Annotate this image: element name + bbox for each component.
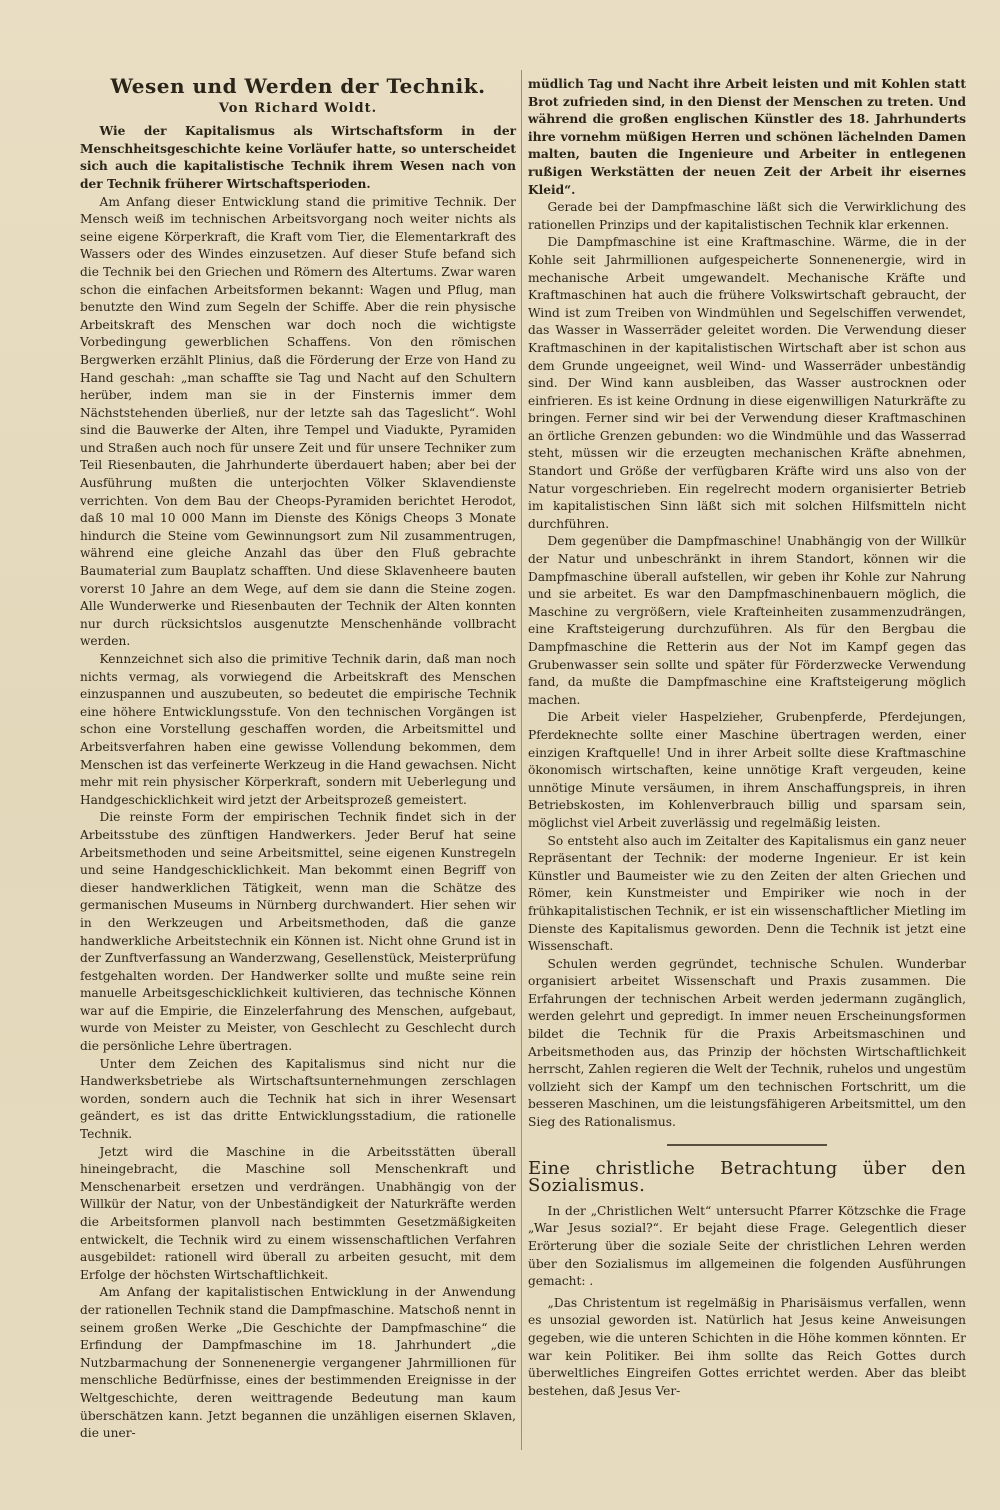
right-column <box>528 76 966 1400</box>
article-title: Wesen und Werden der Technik. <box>110 74 486 98</box>
article-paragraph: Gerade bei der Dampfmaschine läßt sich die Verwirklichung des rationellen Prinzips und der kapitalistischen Technik klar erkennen. <box>528 200 966 232</box>
article-paragraph: Die Arbeit vieler Haspelzieher, Grubenpferde, Pferdejungen, Pferdeknechte sollte einer Maschine übertragen werden, einer einzigen Kraftquelle! Und in ihrer Arbeit sollte diese Kraftmaschine ökonomisch wirtschaften, keine unnötige Kraft vergeuden, keine unnötige Minute versäumen, in ihrem Anschaffungspreis, in ihren Betriebskosten, im Kohlenverbrauch billig und sparsam sein, möglichst viel Arbeit zuverlässig und regelmäßig leisten. <box>528 710 966 830</box>
article-paragraph: Am Anfang der kapitalistischen Entwicklung in der Anwendung der rationellen Technik stand die Dampfmaschine. Matschoß nennt in seinem großen Werke „Die Geschichte der Dampfmaschine“ die Erfindung der Dampfmaschine im 18. Jahrhundert „die Nutzbarmachung der Sonnenenergie vergangener Jahrmillionen für menschliche Bedürfnisse, eines der bestimmenden Ereignisse in der Weltgeschichte, deren weittragende Bedeutung man kaum überschätzen kann. Jetzt begannen die unzähligen eisernen Sklaven, die uner- <box>80 1285 516 1441</box>
article-paragraph: „Das Christentum ist regelmäßig in Pharisäismus verfallen, wenn es unsozial geworden ist. Natürlich hat Jesus keine Anweisungen gegeben, wie die unteren Schichten in die Höhe kommen könnten. Er war kein Politiker. Bei ihm sollte das Reich Gottes durch überweltliches Eingreifen Gottes errichtet werden. Aber das bleibt bestehen, daß Jesus Ver- <box>528 1295 966 1398</box>
article-paragraph: Unter dem Zeichen des Kapitalismus sind nicht nur die Handwerksbetriebe als Wirtschaftsunternehmungen zerschlagen worden, sondern auch die Technik hat sich in ihrer Wesensart geändert, es ist das dritte Entwicklungsstadium, die rationelle Technik. <box>80 1056 516 1142</box>
section-divider <box>667 1144 827 1146</box>
second-article-title: Eine christliche Betrachtung über den Sozialismus. <box>528 1157 966 1197</box>
article-paragraph: Schulen werden gegründet, technische Schulen. Wunderbar organisiert arbeitet Wissenschaft und Praxis zusammen. Die Erfahrungen der technischen Arbeit werden jedermann zugänglich, werden gelehrt und gepredigt. In immer neuen Erscheinungsformen bildet die Technik für die Praxis Arbeitsmaschinen und Arbeitsmethoden aus, das Prinzip der höchsten Wirtschaftlichkeit herrscht, Zahlen regieren die Welt der Technik, ruhelos und ungestüm vollzieht sich der Kampf um den technischen Fortschritt, um die besseren Maschinen, um die leistungsfähigeren Arbeitsmittel, um den Sieg des Rationalismus. <box>528 956 966 1130</box>
left-column <box>80 72 516 1443</box>
article-paragraph: So entsteht also auch im Zeitalter des Kapitalismus ein ganz neuer Repräsentant der Technik: der moderne Ingenieur. Er ist kein Künstler und Baumeister wie zu den Zeiten der alten Griechen und Römer, kein Kunstmeister und Empiriker wie noch in der frühkapitalistischen Technik, er ist ein wissenschaftlicher Mietling im Dienste des Kapitalismus geworden. Denn die Technik ist jetzt eine Wissenschaft. <box>528 833 966 954</box>
article-paragraph: Dem gegenüber die Dampfmaschine! Unabhängig von der Willkür der Natur und unbeschränkt in ihrem Standort, können wir die Dampfmaschine überall aufstellen, wir geben ihr Kohle zur Nahrung und sie arbeitet. Es war den Dampfmaschinenbauern möglich, die Maschine zu vergrößern, viele Krafteinheiten zusammenzudrängen, eine Kraftsteigerung durchzuführen. Als für den Bergbau die Dampfmaschine die Retterin aus der Not im Kampf gegen das Grubenwasser sein sollte und später für Förderzwecke Verwendung fand, da mußte die Dampfmaschine eine Kraftsteigerung möglich machen. <box>528 534 966 707</box>
article-paragraph: Kennzeichnet sich also die primitive Technik darin, daß man noch nichts vermag, als vorwiegend die Arbeitskraft des Menschen einzuspannen und auszubeuten, so bedeutet die empirische Technik eine höhere Entwicklungsstufe. Von den technischen Vorgängen ist schon eine Vorstellung geschaffen worden, die Arbeitsmittel und Arbeitsverfahren haben eine gewisse Vollendung bekommen, dem Menschen ist das verfeinerte Werkzeug in die Hand gewachsen. Nicht mehr mit rein physischer Körperkraft, sondern mit Ueberlegung und Handgeschicklichkeit wird jetzt der Arbeitsprozeß gemeistert. <box>80 652 516 807</box>
column-divider <box>521 70 522 1450</box>
article-byline: Von Richard Woldt. <box>218 100 378 116</box>
article-paragraph: Die reinste Form der empirischen Technik findet sich in der Arbeitsstube des zünftigen Handwerkers. Jeder Beruf hat seine Arbeitsmethoden und seine Arbeitsmittel, seine eigenen Kunstregeln und seine Handgeschicklichkeit. Man bekommt einen Begriff von dieser handwerklichen Tätigkeit, wenn man die Schätze des germanischen Museums in Nürnberg durchwandert. Hier sehen wir in den Werkzeugen und Arbeitsmethoden, daß die ganze handwerkliche Arbeitstechnik ein Können ist. Nicht ohne Grund ist in der Zunftverfassung an Wanderzwang, Gesellenstück, Meisterprüfung festgehalten worden. Der Handwerker sollte und mußte seine rein manuelle Arbeitsgeschicklichkeit kultivieren, das technische Können war auf die Empirie, die Einzelerfahrung des Menschen, aufgebaut, wurde von Meister zu Meister, von Geschlecht zu Geschlecht durch die persönliche Lehre übertragen. <box>80 810 516 1054</box>
article-paragraph: Am Anfang dieser Entwicklung stand die primitive Technik. Der Mensch weiß im technischen Arbeitsvorgang noch weiter nichts als seine eigene Körperkraft, die Kraft vom Tier, die Elementarkraft des Wassers oder des Windes einzusetzen. Auf dieser Stufe befand sich die Technik bei den Griechen und Römern des Altertums. Zwar waren schon die einfachen Arbeitsformen bekannt: Wagen und Pflug, man benutzte den Wind zum Segeln der Schiffe. Aber die rein physische Arbeitskraft des Menschen war doch noch die wichtigste Vorbedingung gewerblichen Schaffens. Von den römischen Bergwerken erzählt Plinius, daß die Förderung der Erze von Hand zu Hand geschah: „man schaffte sie Tag und Nacht auf den Schultern herüber, indem man sie in der Finsternis immer dem Nächststehenden überließ, nur der letzte sah das Tageslicht“. Wohl sind die Bauwerke der Alten, ihre Tempel und Viadukte, Pyramiden und Straßen auch noch für unsere Zeit und für unsere Techniker zum Teil Riesenbauten, die Jahrhunderte überdauert haben; aber bei der Ausführung mußten die unterjochten Völker Sklavendienste verrichten. Von dem Bau der Cheops-Pyramiden berichtet Herodot, daß 10 mal 10 000 Mann im Dienste des Königs Cheops 3 Monate hindurch die Steine vom Gewinnungsort zum Nil zusammentrugen, während eine gleiche Anzahl das über den Fluß gebrachte Baumaterial zum Bauplatz schafften. Und diese Sklavenheere bauten vorerst 10 Jahre an dem Wege, auf dem sie dann die Steine zogen. Alle Wunderwerke und Riesenbauten der Technik der Alten konnten nur durch rücksichtslos ausgenutzte Menschenhände vollbracht werden. <box>80 194 516 649</box>
article-paragraph-continued: müdlich Tag und Nacht ihre Arbeit leisten und mit Kohlen statt Brot zufrieden sind, in den Dienst der Menschen zu treten. Und während die großen englischen Künstler des 18. Jahrhunderts ihre vornehm müßigen Herren und schönen lächelnden Damen malten, bauten die Ingenieure und Arbeiter in entlegenen rußigen Werkstätten der neuen Zeit der Arbeit ihr eisernes Kleid“. <box>528 77 966 197</box>
article-paragraph: Jetzt wird die Maschine in die Arbeitsstätten überall hineingebracht, die Maschine soll Menschenkraft und Menschenarbeit ersetzen und verdrängen. Unabhängig von der Willkür der Natur, von der Unbeständigkeit der Naturkräfte werden die Arbeitsformen planvoll nach bestimmten Gesetzmäßigkeiten entwickelt, die Technik wird zu einem wissenschaftlichen Verfahren ausgebildet: rationell wird überall zu arbeiten gesucht, mit dem Erfolge der höchsten Wirtschaftlichkeit. <box>80 1144 516 1282</box>
article-paragraph: In der „Christlichen Welt“ untersucht Pfarrer Kötzschke die Frage „War Jesus sozial?“. Er bejaht diese Frage. Gelegentlich dieser Erörterung über die soziale Seite der christlichen Lehren werden über den Sozialismus im allgemeinen die folgenden Ausführungen gemacht: . <box>528 1203 966 1289</box>
article-paragraph: Die Dampfmaschine ist eine Kraftmaschine. Wärme, die in der Kohle seit Jahrmillionen aufgespeicherte Sonnenenergie, wird in mechanische Arbeit umgewandelt. Mechanische Kräfte und Kraftmaschinen hat auch die frühere Volkswirtschaft gebraucht, der Wind ist zum Treiben von Windmühlen und Segelschiffen verwendet, das Wasser in Wasserräder geleitet worden. Die Verwendung dieser Kraftmaschinen in der kapitalistischen Wirtschaft aber ist schon aus dem Grunde ungeeignet, weil Wind- und Wasserräder unbeständig sind. Der Wind kann ausbleiben, das Wasser austrocknen oder einfrieren. Es ist keine Ordnung in diese eigenwilligen Naturkräfte zu bringen. Ferner sind wir bei der Verwendung dieser Kraftmaschinen an örtliche Grenzen gebunden: wo die Windmühle und das Wasserrad steht, müssen wir die erzeugten mechanischen Kräfte abnehmen, Standort und Größe der verfügbaren Kräfte wird uns also von der Natur vorgeschrieben. Ein regelrecht modern organisierter Betrieb im kapitalistischen Sinn läßt sich mit solchen Hilfsmitteln nicht durchführen. <box>528 235 966 531</box>
article-paragraph: Wie der Kapitalismus als Wirtschaftsform in der Menschheitsgeschichte keine Vorläufer hatte, so unterscheidet sich auch die kapitalistische Technik ihrem Wesen nach von der Technik früherer Wirtschaftsperioden. <box>80 124 516 191</box>
